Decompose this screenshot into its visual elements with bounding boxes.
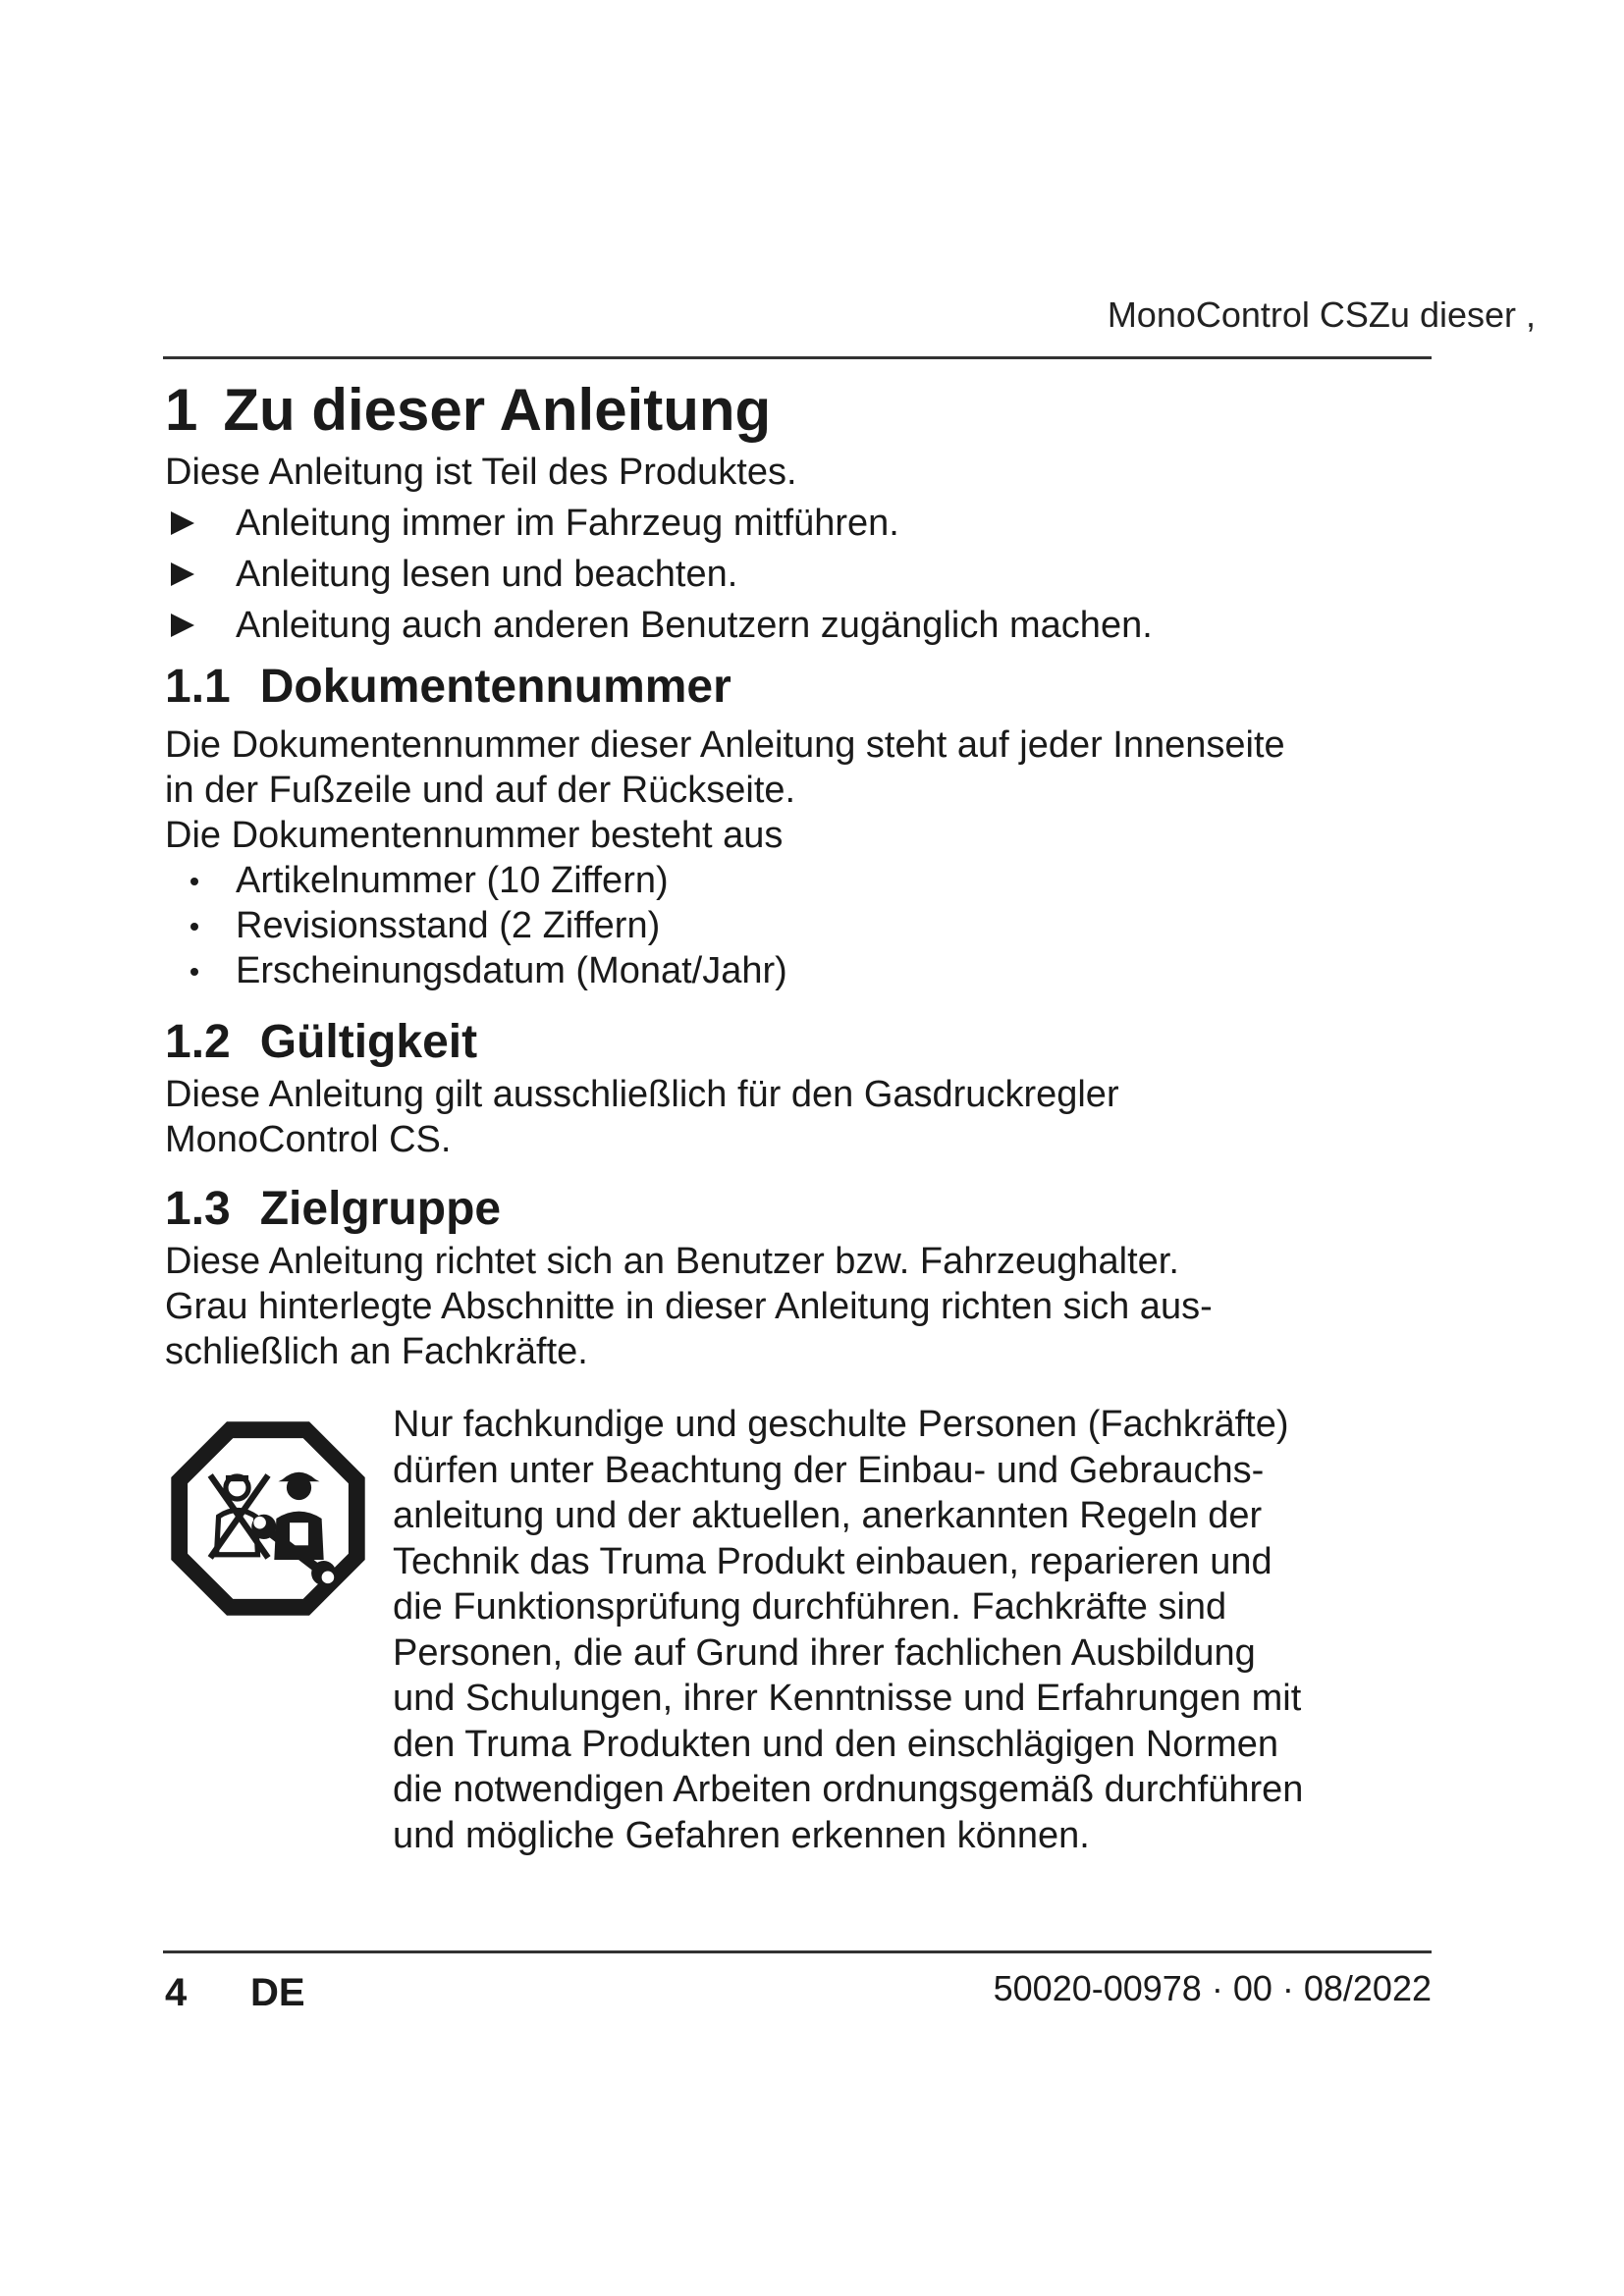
section-1-heading: [165, 371, 1432, 450]
header-rule: [163, 356, 1432, 359]
notice-line: anleitung und der aktuellen, anerkannten Regeln der: [393, 1495, 1263, 1536]
page-content: [165, 371, 1432, 1858]
section-1-3-title: Zielgruppe: [259, 1183, 502, 1235]
validity-line1: Diese Anleitung gilt ausschließlich für den Gasdruckregler: [165, 1074, 1119, 1115]
target-group-line2: Grau hinterlegte Abschnitte in dieser Anleitung richten sich aus-: [165, 1286, 1213, 1327]
section-1-3-heading: [165, 1180, 1432, 1239]
page-number: 4: [165, 1971, 188, 2014]
section-1-2-heading: [165, 1013, 1432, 1072]
doc-number-parts-list: [165, 858, 1432, 993]
notice-line: und Schulungen, ihrer Kenntnisse und Erfahrungen mit: [393, 1678, 1302, 1719]
notice-line: die notwendigen Arbeiten ordnungsgemäß durchführen: [393, 1769, 1304, 1810]
language-code: DE: [250, 1971, 305, 2014]
bullet-dot-icon: [190, 878, 198, 885]
notice-line: Nur fachkundige und geschulte Personen (Fachkräfte): [393, 1404, 1289, 1445]
instruction-list: [165, 501, 1432, 648]
bullet-dot-icon: [190, 923, 198, 931]
section-1-3-number: 1.3: [165, 1183, 231, 1235]
section-1-1-title: Dokumentennummer: [259, 661, 731, 713]
arrow-bullet-icon: [171, 562, 194, 586]
target-group-line1: Diese Anleitung richtet sich an Benutzer bzw. Fahrzeughalter.: [165, 1241, 1179, 1282]
doc-number-para2: Die Dokumentennummer besteht aus: [165, 815, 784, 856]
running-header: MonoControl CSZu dieser ,: [1107, 294, 1536, 335]
skilled-personnel-notice: [165, 1402, 1432, 1858]
notice-line: und mögliche Gefahren erkennen können.: [393, 1814, 1090, 1856]
section-1-2-title: Gültigkeit: [259, 1016, 478, 1068]
section-1-intro: Diese Anleitung ist Teil des Produktes.: [165, 452, 797, 493]
notice-text: [393, 1402, 1303, 1858]
section-1-1-heading: [165, 658, 1432, 717]
section-1-title: Zu dieser Anleitung: [223, 377, 772, 443]
skilled-personnel-only-icon: [165, 1402, 393, 1858]
notice-line: Technik das Truma Produkt einbauen, reparieren und: [393, 1540, 1272, 1582]
bullet-dot-icon: [190, 968, 198, 976]
notice-line: Personen, die auf Grund ihrer fachlichen Ausbildung: [393, 1631, 1256, 1674]
list-item: Erscheinungsdatum (Monat/Jahr): [165, 948, 1432, 993]
notice-line: die Funktionsprüfung durchführen. Fachkräfte sind: [393, 1586, 1227, 1628]
instruction-item: Anleitung lesen und beachten.: [165, 552, 1432, 597]
arrow-bullet-icon: [171, 614, 194, 637]
instruction-item: Anleitung immer im Fahrzeug mitführen.: [165, 501, 1432, 546]
instruction-item: Anleitung auch anderen Benutzern zugänglich machen.: [165, 603, 1432, 648]
section-1-1-number: 1.1: [165, 661, 231, 713]
arrow-bullet-icon: [171, 511, 194, 535]
target-group-line3: schließlich an Fachkräfte.: [165, 1331, 588, 1372]
validity-line2: MonoControl CS.: [165, 1119, 452, 1160]
document-number: 50020-00978 · 00 · 08/2022: [993, 1968, 1432, 2008]
notice-line: den Truma Produkten und den einschlägigen Normen: [393, 1723, 1279, 1765]
section-1-number: 1: [165, 377, 198, 443]
notice-line: dürfen unter Beachtung der Einbau- und Gebrauchs-: [393, 1449, 1265, 1491]
list-item: Revisionsstand (2 Ziffern): [165, 903, 1432, 948]
list-item: Artikelnummer (10 Ziffern): [165, 858, 1432, 903]
footer-rule: [163, 1950, 1432, 1953]
doc-number-para-line1: Die Dokumentennummer dieser Anleitung steht auf jeder Innenseite: [165, 724, 1285, 766]
doc-number-para-line2: in der Fußzeile und auf der Rückseite.: [165, 770, 796, 811]
section-1-2-number: 1.2: [165, 1016, 231, 1068]
